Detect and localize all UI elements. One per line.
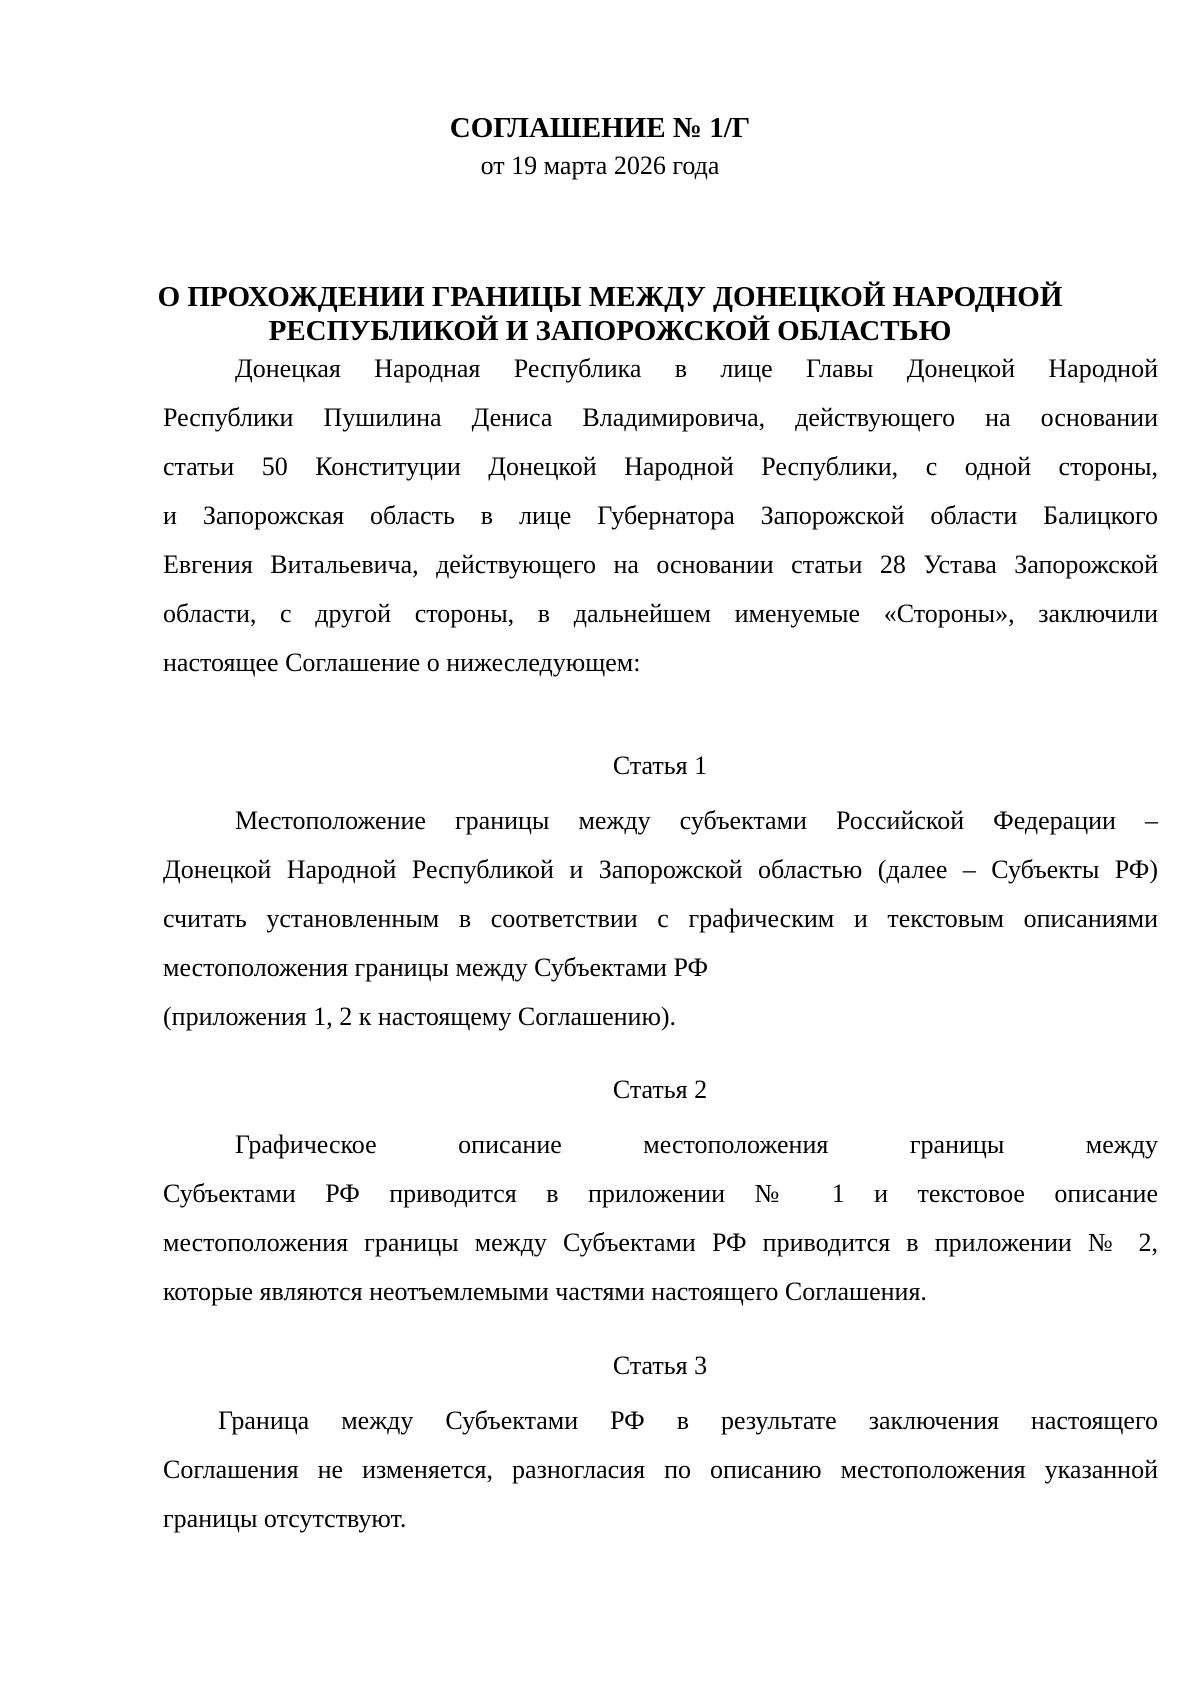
text-line: Соглашения не изменяется, разногласия по описанию местоположения указанной bbox=[163, 1455, 1158, 1484]
subject-line: РЕСПУБЛИКОЙ И ЗАПОРОЖСКОЙ ОБЛАСТЬЮ bbox=[268, 315, 952, 347]
text-line: которые являются неотъемлемыми частями настоящего Соглашения. bbox=[163, 1277, 927, 1306]
text-line: местоположения границы между Субъектами РФ bbox=[163, 953, 708, 982]
document-date: от 19 марта 2026 года bbox=[480, 151, 720, 180]
article-paragraph bbox=[163, 1396, 1158, 1543]
text-line: Евгения Витальевича, действующего на основании статьи 28 Устава Запорожской bbox=[163, 550, 1158, 579]
text-line: статьи 50 Конституции Донецкой Народной Республики, с одной стороны, bbox=[163, 452, 1158, 481]
text-line: (приложения 1, 2 к настоящему Соглашению). bbox=[163, 1002, 677, 1031]
text-line: Республики Пушилина Дениса Владимировича, действующего на основании bbox=[163, 403, 1158, 432]
text-line: Граница между Субъектами РФ в результате заключения настоящего bbox=[218, 1406, 1158, 1435]
text-line: Местоположение границы между субъектами Российской Федерации – bbox=[235, 806, 1158, 835]
preamble-paragraph bbox=[163, 344, 1158, 687]
text-line: и Запорожская область в лице Губернатора Запорожской области Балицкого bbox=[163, 501, 1158, 530]
article-paragraph bbox=[163, 1120, 1158, 1316]
text-line: местоположения границы между Субъектами РФ приводится в приложении № 2, bbox=[163, 1228, 1158, 1257]
text-line: области, с другой стороны, в дальнейшем именуемые «Стороны», заключили bbox=[163, 599, 1158, 628]
text-line: Графическое описание местоположения границы между bbox=[235, 1130, 1158, 1159]
text-line: настоящее Соглашение о нижеследующем: bbox=[163, 648, 641, 677]
text-line: Донецкая Народная Республика в лице Главы Донецкой Народной bbox=[235, 354, 1158, 383]
article-paragraph bbox=[163, 796, 1158, 1041]
document-number: СОГЛАШЕНИЕ № 1/Г bbox=[449, 112, 751, 144]
article-heading: Статья 1 bbox=[612, 751, 708, 780]
text-line: Донецкой Народной Республикой и Запорожской областью (далее – Субъекты РФ) bbox=[163, 855, 1158, 884]
article-heading: Статья 2 bbox=[612, 1075, 708, 1104]
text-line: границы отсутствуют. bbox=[163, 1504, 407, 1533]
text-line: считать установленным в соответствии с графическим и текстовым описаниями bbox=[163, 904, 1158, 933]
document-subject bbox=[150, 280, 1070, 348]
subject-line: О ПРОХОЖДЕНИИ ГРАНИЦЫ МЕЖДУ ДОНЕЦКОЙ НАРОДНОЙ bbox=[157, 281, 1063, 313]
article-heading: Статья 3 bbox=[612, 1351, 708, 1380]
text-line: Субъектами РФ приводится в приложении № 1 и текстовое описание bbox=[163, 1179, 1158, 1208]
